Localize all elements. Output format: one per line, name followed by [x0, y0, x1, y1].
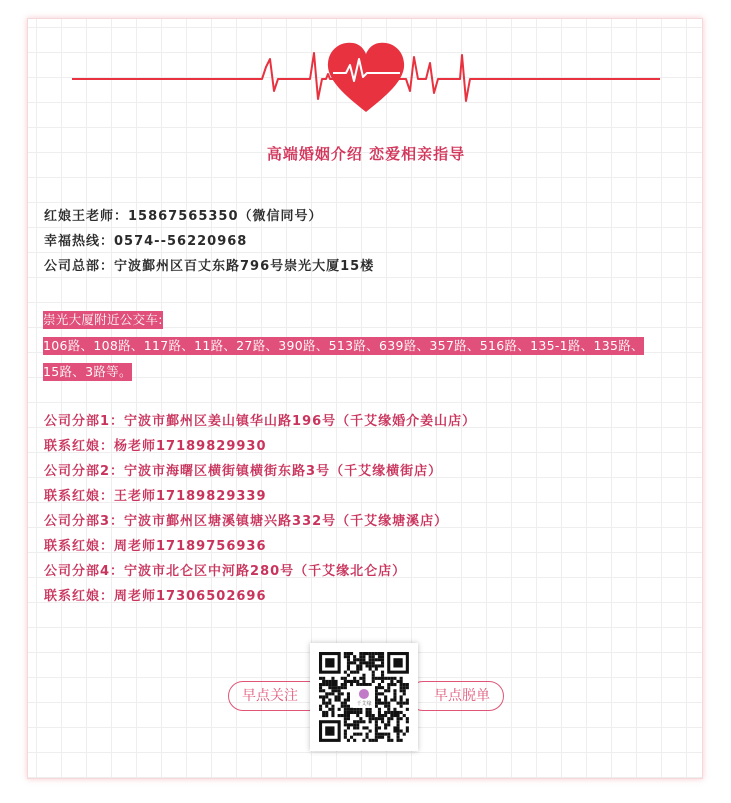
qr-logo-text: 千艾缘 — [356, 700, 372, 707]
bus-title: 崇光大厦附近公交车: — [43, 312, 163, 327]
branch-4-address: 公司分部4：宁波市北仑区中河路280号（千艾缘北仑店） — [44, 564, 407, 579]
bus-routes-line2: 15路、3路等。 — [43, 364, 132, 379]
content-card — [27, 18, 703, 779]
hotline: 幸福热线：0574--56220968 — [44, 234, 248, 249]
page-headline: 高端婚姻介绍 恋爱相亲指导 — [266, 145, 466, 163]
get-matched-button[interactable]: 早点脱单 — [408, 681, 504, 711]
matchmaker-contact: 红娘王老师：15867565350（微信同号） — [44, 209, 323, 224]
follow-button[interactable]: 早点关注 — [228, 681, 324, 711]
qr-code-icon — [310, 643, 418, 751]
branch-4-contact: 联系红娘：周老师17306502696 — [44, 589, 267, 604]
branch-3-address: 公司分部3：宁波市鄞州区塘溪镇塘兴路332号（千艾缘塘溪店） — [44, 514, 449, 529]
headquarters-address: 公司总部：宁波鄞州区百丈东路796号崇光大厦15楼 — [44, 259, 375, 274]
heartbeat-heart-icon — [28, 19, 704, 129]
branch-2-address: 公司分部2：宁波市海曙区横街镇横街东路3号（千艾缘横街店） — [44, 464, 443, 479]
branch-2-contact: 联系红娘：王老师17189829339 — [44, 489, 267, 504]
qr-code — [310, 643, 418, 751]
bus-routes-line1: 106路、108路、117路、11路、27路、390路、513路、639路、357路、516路、135-1路、135路、 — [43, 338, 644, 353]
branch-1-contact: 联系红娘：杨老师17189829930 — [44, 439, 267, 454]
branch-3-contact: 联系红娘：周老师17189756936 — [44, 539, 267, 554]
branch-1-address: 公司分部1：宁波市鄞州区姜山镇华山路196号（千艾缘婚介姜山店） — [44, 414, 477, 429]
